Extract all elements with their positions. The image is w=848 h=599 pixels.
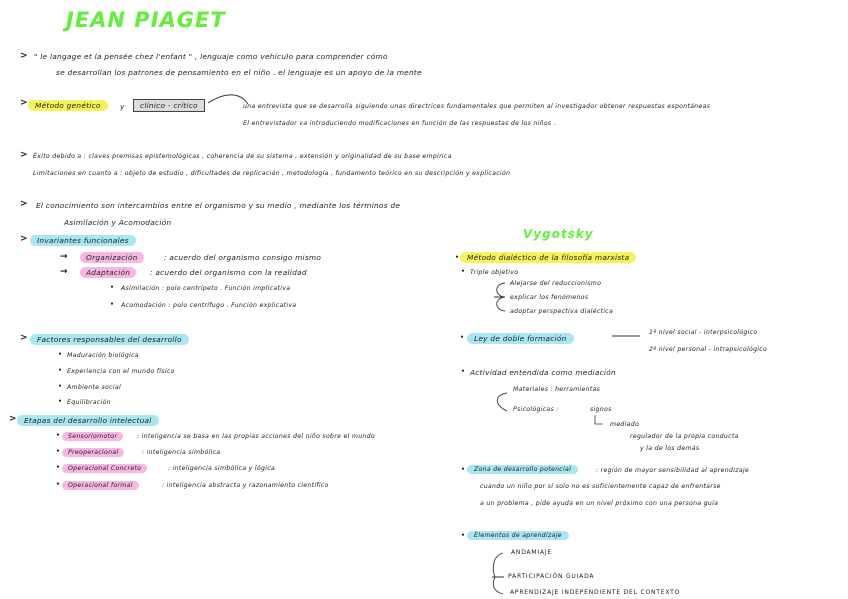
materiales-text: Materiales : herramientas (513, 386, 601, 393)
bullet-icon: • (56, 448, 61, 455)
bracket-mediacion (497, 393, 507, 411)
signos-text: signos (590, 406, 612, 413)
zona-desc-2: cuando un niño por sí solo no es suficientemente capaz de enfrentarse (480, 483, 721, 490)
page-title: JEAN PIAGET (66, 8, 226, 32)
conjunction-y: y (120, 102, 125, 111)
ley-doble-label: Ley de doble formación (467, 333, 574, 344)
stage-desc: : inteligencia se basa en las propias acciones del niño sobre el mundo (137, 433, 375, 440)
bullet-icon: • (461, 268, 466, 275)
arrow-right-icon: → (60, 252, 68, 262)
bullet-icon: • (58, 351, 63, 358)
limitaciones-text: Limitaciones en cuanto a : objeto de estudio , dificultades de replicación , metodología , fundamento teórico en su descripción y explicación (33, 170, 511, 177)
triple-item: explicar los fenómenos (510, 294, 589, 301)
factores-heading: Factores responsables del desarrollo (30, 334, 189, 345)
arrow-signos (595, 415, 603, 424)
invariantes-heading: Invariantes funcionales (30, 235, 136, 246)
bullet-icon: • (455, 254, 460, 261)
bullet-icon: • (56, 464, 61, 471)
bullet-icon: • (58, 398, 63, 405)
note-lenguaje-1: " le langage et la pensée chez l'enfant " , lenguaje como vehículo para comprender cómo (34, 52, 388, 61)
vygotsky-title: Vygotsky (523, 227, 594, 241)
adaptacion-desc: : acuerdo del organismo con la realidad (150, 268, 307, 277)
bullet-icon: • (56, 432, 61, 439)
stage-name: Operacional formal (62, 481, 139, 490)
chevron-right-icon: > (9, 414, 17, 424)
psicologicas-text: Psicológicas : (513, 406, 559, 413)
adaptacion-label: Adaptación (80, 267, 136, 278)
elemento-item: PARTICIPACIÓN GUIADA (508, 573, 595, 580)
bullet-icon: • (110, 301, 115, 308)
metodo-desc-1: una entrevista que se desarrolla siguiendo unas directrices fundamentales que permiten al investigador obtener respuestas espontáneas (243, 103, 711, 110)
bullet-icon: • (461, 368, 466, 375)
elemento-item: ANDAMIAJE (511, 549, 553, 556)
factor-item: Experiencia con el mundo físico (67, 368, 175, 375)
etapas-heading: Etapas del desarrollo intelectual (17, 415, 159, 426)
exito-text: Éxito debido a : claves premisas epistemológicas , coherencia de su sistema , extensión y originalidad de su base empírica (33, 153, 452, 160)
triple-item: Alejarse del reduccionismo (510, 280, 602, 287)
arrow-right-icon: → (60, 267, 68, 277)
metodo-genetico-label: Método genético (28, 100, 108, 111)
de-los-demas-text: y la de los demás (640, 445, 700, 452)
asimilacion-item: Asimilación : polo centrípeto . Función implicativa (121, 285, 291, 292)
chevron-right-icon: > (20, 234, 28, 244)
note-lenguaje-2: se desarrollan los patrones de pensamiento en el niño . el lenguaje es un apoyo de la mente (56, 68, 422, 77)
bracket-elementos (492, 553, 504, 594)
bullet-icon: • (110, 284, 115, 291)
organizacion-desc: : acuerdo del organismo consigo mismo (164, 253, 322, 262)
chevron-right-icon: > (20, 51, 28, 61)
actividad-text: Actividad entendida como mediación (470, 368, 616, 377)
chevron-right-icon: > (20, 199, 28, 209)
mediado-text: mediado (610, 421, 640, 428)
stage-desc: : inteligencia abstracta y razonamiento científico (162, 482, 329, 489)
bullet-icon: • (460, 334, 465, 341)
stage-desc: : inteligencia simbólica y lógica (168, 465, 276, 472)
stage-name: Preoperacional (62, 448, 124, 457)
metodo-desc-2: El entrevistador va introduciendo modificaciones en función de las respuestas de los niños . (243, 120, 556, 127)
arrow-clinico-to-desc (208, 95, 248, 104)
triple-objetivo: Triple objetivo (470, 269, 519, 276)
triple-item: adoptar perspectiva dialéctica (510, 308, 614, 315)
zona-desc-1: : región de mayor sensibilidad al aprendizaje (596, 467, 749, 474)
factor-item: Equilibración (67, 399, 111, 406)
bullet-icon: • (56, 481, 61, 488)
zona-label: Zona de desarrollo potencial (467, 465, 578, 474)
ley-item: 2º nivel personal - intrapsicológico (649, 346, 768, 353)
stage-name: Operacional Concreto (62, 464, 147, 473)
regulador-text: regulador de la propia conducta (630, 433, 739, 440)
bullet-icon: • (461, 466, 466, 473)
chevron-right-icon: > (20, 150, 28, 160)
stage-desc: : inteligencia simbólica (142, 449, 221, 456)
bullet-icon: • (58, 367, 63, 374)
chevron-right-icon: > (20, 98, 28, 108)
acomodacion-item: Acomodación : polo centrífugo . Función explicativa (121, 302, 297, 309)
organizacion-label: Organización (80, 252, 144, 263)
factor-item: Ambiente social (67, 384, 121, 391)
factor-item: Maduración biológica (67, 352, 139, 359)
elementos-label: Elementos de aprendizaje (467, 531, 569, 540)
elemento-item: APRENDIZAJE INDEPENDIENTE DEL CONTEXTO (510, 589, 681, 596)
asimilacion-acomodacion-text: Asimilación y Acomodación (64, 218, 172, 227)
metodo-dialectico-label: Método dialéctico de la filosofía marxista (460, 252, 636, 263)
bracket-triple (494, 283, 505, 311)
bullet-icon: • (58, 383, 63, 390)
conocimiento-text: El conocimiento son intercambios entre el organismo y su medio , mediante los términos de (36, 201, 401, 210)
chevron-right-icon: > (20, 333, 28, 343)
ley-item: 1º nivel social - interpsicológico (649, 329, 758, 336)
stage-name: Sensoriomotor (62, 432, 123, 441)
clinico-critico-box: clínico - crítico (133, 99, 205, 112)
zona-desc-3: a un problema , pide ayuda en un nivel próximo con una persona guía (480, 500, 719, 507)
bullet-icon: • (461, 532, 466, 539)
